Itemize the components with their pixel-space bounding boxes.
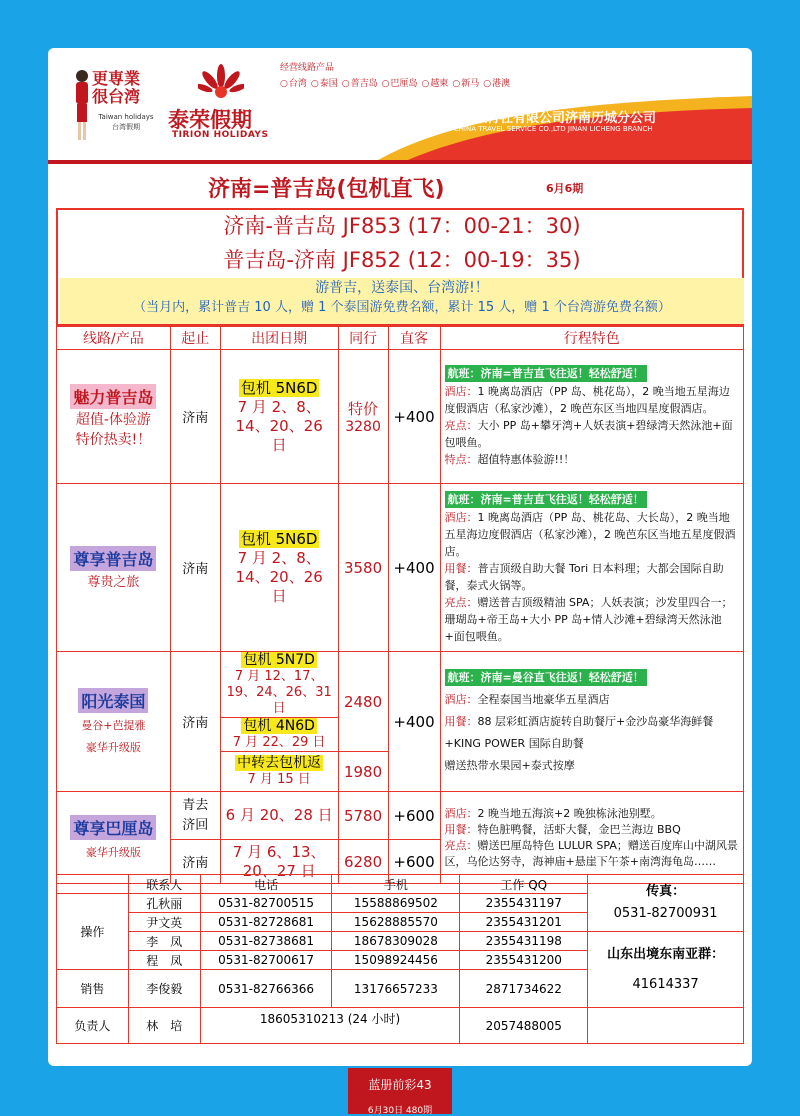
contact-qq: 2871734622 (460, 970, 588, 1008)
feature-value: 88 层彩虹酒店旋转自助餐厅+金沙岛豪华海鲜餐+KING POWER 国际自助餐 (444, 714, 714, 750)
dates-cell (220, 718, 338, 752)
contact-phone: 0531-82700617 (200, 951, 332, 970)
feature-line (445, 806, 739, 822)
lotus-logo-icon (198, 62, 244, 102)
flight-outbound: 济南-普吉岛 JF853 (17：00-21：30) (223, 214, 581, 238)
group-number: 41614337 (632, 976, 699, 992)
contacts-table (56, 874, 744, 1044)
contact-mobile: 15098924456 (332, 951, 460, 970)
price-cell: 3580 (338, 484, 388, 652)
route-item: ○ 普吉岛 (342, 76, 378, 89)
feature-value: 普吉顶级自助大餐 Tori 日本料理；大都会国际自助餐，泰式火锅等。 (444, 561, 724, 592)
table-row (57, 350, 744, 484)
price-cell: 2480 (338, 652, 388, 752)
role-label: 负责人 (57, 1008, 129, 1044)
price-cell: 5780 (338, 792, 388, 840)
contact-mobile: 18678309028 (332, 932, 460, 951)
contact-name: 孔秋丽 (128, 894, 200, 913)
feature-value: 超值特惠体验游!!！ (477, 453, 575, 466)
route-item: ○ 台湾 (280, 76, 307, 89)
footer-line2: 6月30日 480期 (367, 1106, 433, 1116)
tw-logo-sub: 台湾假期 (112, 123, 140, 131)
contact-phone: 0531-82700515 (200, 894, 332, 913)
price-cell: 1980 (338, 752, 388, 792)
footer-line1: 蓝册前彩43 (368, 1078, 432, 1092)
route-item: ○ 港澳 (483, 76, 510, 89)
flight-info-box (56, 208, 744, 326)
direct-price-cell: +600 (388, 792, 440, 840)
fax-number: 0531-82700931 (613, 906, 718, 921)
feature-key: 亮点： (444, 419, 478, 432)
feature-value: 赠送热带水果园+泰式按摩 (444, 758, 575, 772)
blank-cell (588, 1008, 744, 1044)
product-sub: 超值-体验游 (75, 412, 151, 428)
flight-badge: 航班：济南=曼谷直飞往返！轻松舒适！ (445, 669, 647, 686)
feature-line (445, 822, 739, 838)
contacts-header-row (57, 875, 744, 894)
dates-cell: 6 月 20、28 日 (220, 792, 338, 840)
brand-name: 泰荣假期 (168, 107, 252, 132)
feature-value: 全程泰国当地豪华五星酒店 (477, 692, 610, 706)
feature-value: 大小 PP 岛+攀牙湾+人妖表演+碧绿湾天然泳池+面包喂鱼。 (444, 419, 733, 449)
product-name-cell (57, 350, 171, 484)
col-header: 起止 (170, 327, 220, 350)
footer-tag (348, 1068, 452, 1114)
dates-cell (220, 484, 338, 652)
contact-phone: 0531-82766366 (200, 970, 332, 1008)
origin-cell: 青去济回 (170, 792, 220, 840)
dates-text: 7 月 15 日 (247, 772, 311, 787)
contacts-col-header: 工作 QQ (460, 875, 588, 894)
product-name: 魅力普吉岛 (70, 384, 156, 409)
contact-phone: 0531-82728681 (200, 913, 332, 932)
tw-logo-en: Taiwan holidays (98, 113, 154, 121)
features-cell (440, 350, 743, 484)
features-cell (440, 652, 743, 792)
taiwan-holidays-logo (62, 64, 172, 164)
route-item: ○ 泰国 (311, 76, 338, 89)
col-header: 直客 (388, 327, 440, 350)
feature-line (445, 755, 739, 777)
feature-line (445, 383, 739, 417)
contact-phone: 0531-82738681 (200, 932, 332, 951)
price-label: 特价 (348, 400, 379, 418)
promo-line2: （当月内，累计普吉 10 人，赠 1 个泰国游免费名额，累计 15 人，赠 1 个台湾游免费名额） (133, 300, 671, 315)
dates-cell (220, 752, 338, 792)
origin-cell: 济南 (170, 484, 220, 652)
feature-line (445, 594, 739, 645)
feature-line (445, 689, 739, 711)
contact-mobile: 15588869502 (332, 894, 460, 913)
page-title: 济南=普吉岛(包机直飞) (208, 177, 445, 202)
flight-return: 普吉岛-济南 JF852 (12：00-19：35) (223, 248, 581, 272)
price-value: 3280 (345, 419, 381, 435)
direct-price-cell: +400 (388, 652, 440, 792)
contact-row (57, 1008, 744, 1044)
direct-price-cell: +600 (388, 840, 440, 884)
dates-text: 7 月 22、29 日 (232, 735, 326, 750)
feature-line (445, 838, 739, 870)
contact-mobile: 15628885570 (332, 913, 460, 932)
feature-line (445, 451, 739, 468)
product-name: 阳光泰国 (78, 688, 148, 713)
package-label: 包机 5N6D (240, 378, 318, 397)
group-cell (588, 932, 744, 1008)
feature-value: 特色脏鸭餐，活虾大餐，金巴兰海边 BBQ (477, 822, 681, 836)
dates-text: 7 月 2、8、14、20、26 日 (235, 397, 323, 454)
contact-name: 林 培 (128, 1008, 200, 1044)
contact-name: 李俊毅 (128, 970, 200, 1008)
tw-logo-line1: 更専業 (92, 69, 141, 88)
product-sub: 豪华升级版 (85, 846, 141, 859)
route-item: ○ 新马 (452, 76, 479, 89)
product-table (56, 326, 744, 884)
package-label: 包机 4N6D (243, 718, 315, 734)
feature-key: 特点： (444, 453, 478, 466)
dates-text: 7 月 12、17、19、24、26、31 日 (226, 669, 332, 716)
feature-key: 用餐： (444, 714, 478, 728)
price-cell: 6280 (338, 840, 388, 884)
brochure-sheet (48, 48, 752, 1066)
product-sub: 特价热卖!！ (75, 432, 152, 448)
col-header: 线路/产品 (57, 327, 171, 350)
feature-value: 1 晚离岛酒店（PP 岛、桃花岛、大长岛），2 晚当地五星海边度假酒店（私家沙滩），2 晚芭东区当地五星度假酒店。 (444, 510, 736, 558)
product-name-cell (57, 484, 171, 652)
col-header: 出团日期 (220, 327, 338, 350)
product-sub: 豪华升级版 (85, 741, 141, 754)
issue-number: 6月6期 (546, 182, 584, 195)
flight-badge: 航班：济南=普吉直飞往返！轻松舒适！ (445, 491, 647, 508)
contacts-col-header: 手机 (332, 875, 460, 894)
blank-cell (57, 875, 129, 894)
price-cell (338, 350, 388, 484)
feature-key: 用餐： (444, 561, 478, 575)
feature-line (445, 711, 739, 755)
feature-key: 亮点： (444, 595, 478, 609)
fax-label: 传真： (646, 884, 686, 899)
tw-logo-line2: 很台湾 (92, 87, 141, 106)
header (48, 48, 752, 170)
product-name-cell (57, 792, 171, 884)
feature-key: 酒店： (444, 385, 478, 398)
agency-name: 威海中国旅行社有限公司济南历城分公司 (422, 111, 657, 126)
package-label: 中转去包机返 (237, 755, 322, 771)
feature-key: 用餐： (444, 822, 478, 836)
feature-line (445, 560, 739, 594)
contact-qq: 2355431201 (460, 913, 588, 932)
origin-cell: 济南 (170, 652, 220, 792)
table-row (57, 792, 744, 840)
contacts-col-header: 联系人 (128, 875, 200, 894)
contact-qq: 2057488005 (460, 1008, 588, 1044)
package-label: 包机 5N7D (243, 652, 315, 668)
contact-mobile: 13176657233 (332, 970, 460, 1008)
features-cell (440, 792, 743, 884)
contact-phone: 18605310213 (24 小时) (200, 1008, 460, 1044)
route-item: ○ 巴厘岛 (382, 76, 418, 89)
origin-cell: 济南 (170, 350, 220, 484)
promo-line1: 游普吉，送泰国、台湾游!！ (315, 280, 489, 296)
contact-qq: 2355431200 (460, 951, 588, 970)
feature-key: 酒店： (444, 510, 478, 524)
dates-cell: 7 月 6、13、20、27 日 (220, 840, 338, 884)
contact-name: 尹文英 (128, 913, 200, 932)
feature-value: 2 晚当地五海滨+2 晚独栋泳池别墅。 (477, 806, 662, 820)
feature-line (445, 509, 739, 560)
product-name-cell (57, 652, 171, 792)
role-label: 操作 (57, 894, 129, 970)
flight-badge: 航班：济南=普吉直飞往返！轻松舒适！ (445, 365, 647, 382)
product-name: 尊享普吉岛 (70, 546, 156, 571)
contact-qq: 2355431197 (460, 894, 588, 913)
dates-text: 7 月 2、8、14、20、26 日 (235, 548, 323, 605)
feature-value: 赠送巴厘岛特色 LULUR SPA；赠送百度库山中湖风景区，乌伦达努寺，海神庙+悬崖下午茶+南湾海龟岛…… (444, 838, 738, 868)
feature-key: 亮点： (444, 838, 478, 852)
contacts-col-header: 电话 (200, 875, 332, 894)
features-cell (440, 484, 743, 652)
role-label: 销售 (57, 970, 129, 1008)
group-label: 山东出境东南亚群： (607, 946, 725, 962)
direct-price-cell: +400 (388, 350, 440, 484)
header-divider (48, 160, 752, 164)
direct-price-cell: +400 (388, 484, 440, 652)
origin-cell: 济南 (170, 840, 220, 884)
feature-value: 1 晚离岛酒店（PP 岛、桃花岛），2 晚当地五星海边度假酒店（私家沙滩），2 晚芭东区当地四星度假酒店。 (444, 385, 730, 415)
contact-qq: 2355431198 (460, 932, 588, 951)
product-name: 尊享巴厘岛 (70, 815, 156, 840)
dates-cell (220, 350, 338, 484)
contact-name: 程 凤 (128, 951, 200, 970)
contact-name: 李 凤 (128, 932, 200, 951)
feature-value: 赠送普吉顶级精油 SPA；人妖表演；沙发里四合一；珊瑚岛+帝王岛+大小 PP 岛+情人沙滩+碧绿湾天然泳池+面包喂鱼。 (444, 595, 733, 643)
routes-title: 经营线路产品 (280, 63, 335, 73)
feature-key: 酒店： (444, 806, 478, 820)
package-label: 包机 5N6D (240, 529, 318, 548)
promo-banner (60, 278, 744, 324)
agency-name-en: WEIHAI CHINA TRAVEL SERVICE CO.,LTD JINAN LICHENG BRANCH (426, 125, 653, 133)
table-row (57, 652, 744, 718)
feature-key: 酒店： (444, 692, 478, 706)
fax-cell (588, 875, 744, 932)
table-row (57, 484, 744, 652)
brand-name-en: TIRION HOLIDAYS (172, 130, 269, 140)
col-header: 行程特色 (440, 327, 743, 350)
feature-line (445, 417, 739, 451)
table-header-row (57, 327, 744, 350)
product-sub: 尊贵之旅 (87, 574, 140, 590)
col-header: 同行 (338, 327, 388, 350)
dates-cell (220, 652, 338, 718)
contact-row (57, 932, 744, 951)
route-item: ○ 越柬 (422, 76, 449, 89)
product-sub: 曼谷+芭提雅 (81, 719, 146, 732)
routes-list (280, 76, 510, 89)
